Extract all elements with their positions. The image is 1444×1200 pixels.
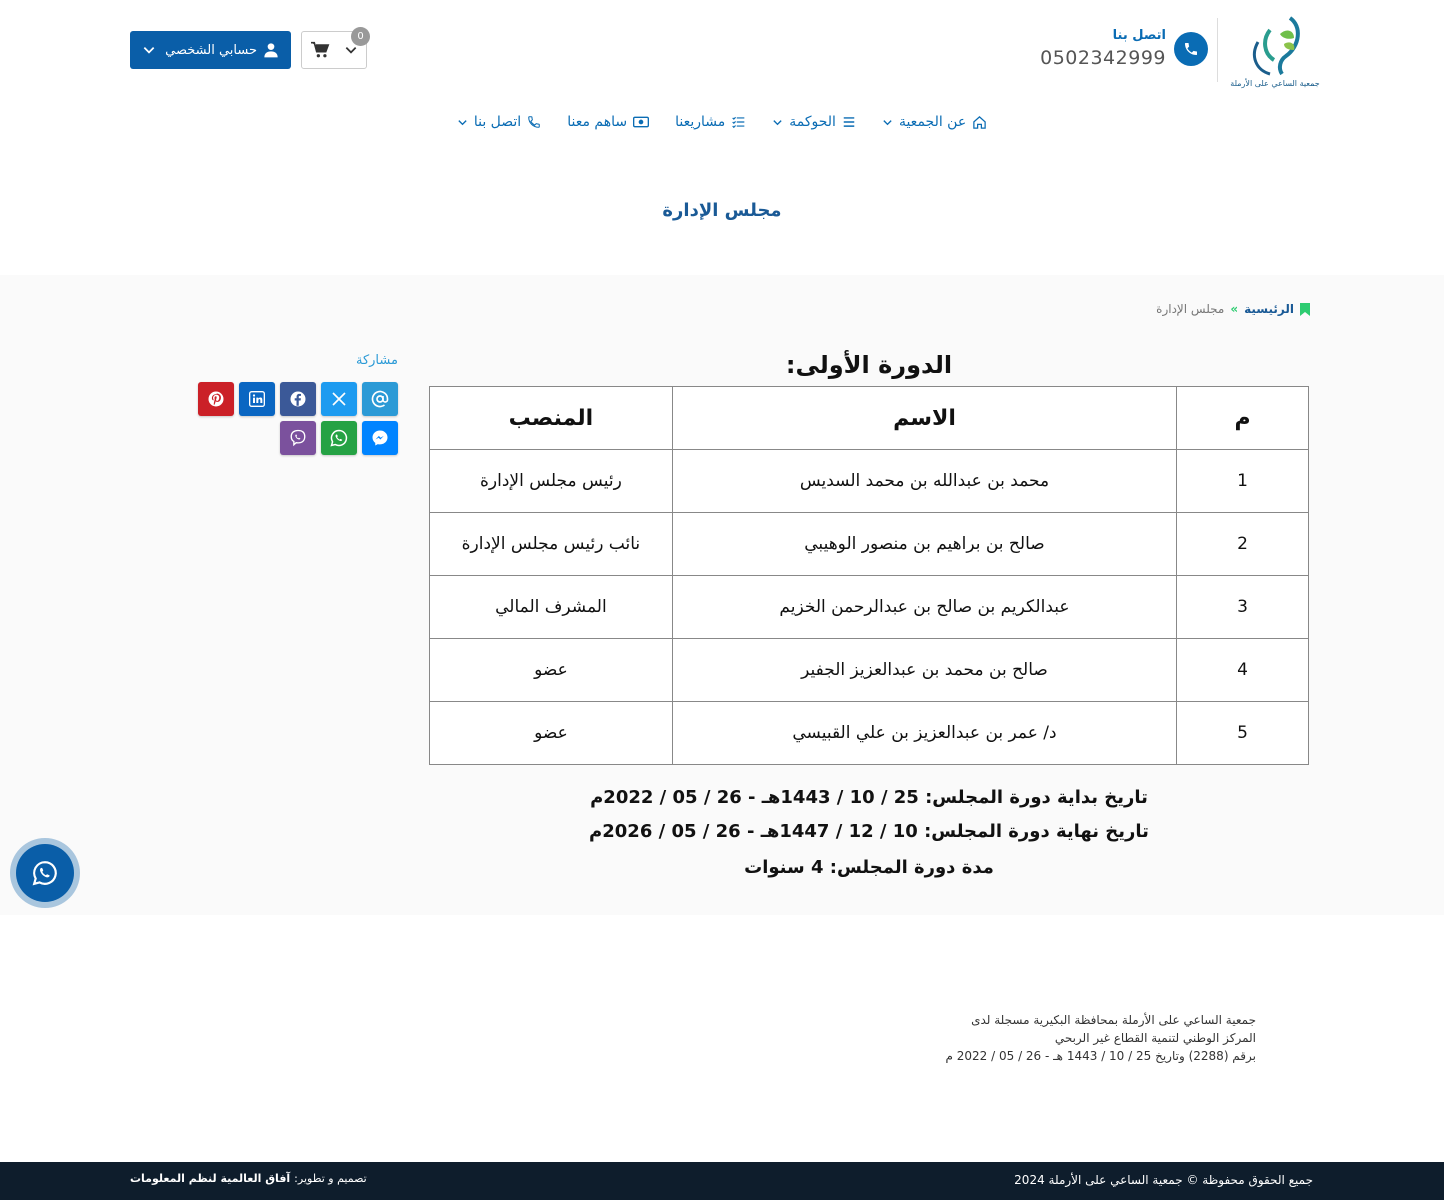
row-num: 2 [1177,513,1309,576]
contact-label: اتصل بنا [1112,28,1166,43]
nav-label: مشاريعنا [675,114,726,130]
table-row [430,702,1309,765]
header-num: م [1177,387,1309,450]
facebook-icon [289,390,307,408]
table-row [430,513,1309,576]
nav-item-projects[interactable] [675,114,746,130]
whatsapp-share-button[interactable] [321,421,357,455]
footer-credit [130,1172,367,1185]
table-row [430,576,1309,639]
row-num: 4 [1177,639,1309,702]
whatsapp-float-inner [16,844,74,902]
table-row [430,639,1309,702]
x-icon [331,391,347,407]
nav-label: الحوكمة [789,114,836,130]
whatsapp-float-button[interactable] [10,838,80,908]
footer-copyright: جميع الحقوق محفوظة © جمعية الساعي على الأرملة 2024 [1014,1173,1313,1187]
chevron-down-icon [772,117,783,128]
chevron-down-icon [882,117,893,128]
row-position: عضو [430,639,673,702]
site-logo[interactable] [1230,12,1320,90]
list-icon [842,115,856,129]
whatsapp-icon [32,860,58,886]
money-icon [633,115,649,129]
site-footer [0,1162,1444,1200]
facebook-share-button[interactable] [280,382,316,416]
share-label: مشاركة [356,353,398,368]
account-label-wrap [165,42,279,58]
row-name: د/ عمر بن عبدالعزيز بن علي القبيسي [672,702,1176,765]
user-icon [263,42,279,58]
row-name: محمد بن عبدالله بن محمد السديس [672,450,1176,513]
term-end-date: تاريخ نهاية دورة المجلس: 10 / 12 / 1447هـ - 26 / 05 / 2026م [589,821,1149,842]
registration-info [936,1011,1256,1065]
viber-icon [289,429,307,447]
phone-icon [527,115,541,129]
board-table [429,386,1309,765]
home-icon [972,115,987,130]
table-row [430,450,1309,513]
breadcrumb [1156,302,1310,316]
chevron-down-icon [142,43,156,57]
term-info [430,784,1308,888]
row-name: صالح بن محمد بن عبدالعزيز الجفير [672,639,1176,702]
bookmark-icon [1300,303,1310,316]
viber-share-button[interactable] [280,421,316,455]
term-start-date: تاريخ بداية دورة المجلس: 25 / 10 / 1443هـ - 26 / 05 / 2022م [590,787,1148,808]
whatsapp-icon [330,429,348,447]
breadcrumb-separator: » [1230,302,1239,316]
linkedin-icon [249,391,265,407]
chevron-down-icon [457,117,468,128]
registration-line: جمعية الساعي على الأرملة بمحافظة البكيرية مسجلة لدى [971,1013,1256,1027]
phone-circle-icon[interactable] [1174,32,1208,66]
cart-icon [310,41,330,59]
row-num: 3 [1177,576,1309,639]
registration-line: برقم (2288) وتاريخ 25 / 10 / 1443 هـ - 26 / 05 / 2022 م [945,1049,1256,1063]
email-share-button[interactable] [362,382,398,416]
row-name: عبدالكريم بن صالح بن عبدالرحمن الخزيم [672,576,1176,639]
nav-label: عن الجمعية [898,114,967,130]
linkedin-share-button[interactable] [239,382,275,416]
nav-item-about[interactable] [882,114,987,130]
account-button[interactable] [130,31,291,69]
x-share-button[interactable] [321,382,357,416]
messenger-icon [371,429,389,447]
footer-credit-company[interactable]: آفاق العالمية لنظم المعلومات [130,1172,291,1185]
nav-label: اتصل بنا [473,114,522,130]
breadcrumb-current: مجلس الإدارة [1156,302,1225,316]
term-duration: مدة دورة المجلس: 4 سنوات [744,857,994,878]
row-position: المشرف المالي [430,576,673,639]
header-name: الاسم [672,387,1176,450]
nav-item-contribute[interactable] [567,114,649,130]
account-label: حسابي الشخصي [165,42,257,58]
contact-phone[interactable]: 0502342999 [1040,47,1166,69]
main-nav [0,114,1444,130]
header-position: المنصب [430,387,673,450]
checklist-icon [731,115,746,129]
share-buttons [158,382,398,455]
row-num: 5 [1177,702,1309,765]
page-title: مجلس الإدارة [662,200,782,221]
table-header-row [430,387,1309,450]
breadcrumb-home[interactable]: الرئيسية [1244,302,1294,316]
logo-divider [1217,18,1218,82]
row-position: عضو [430,702,673,765]
row-position: رئيس مجلس الإدارة [430,450,673,513]
section-title: الدورة الأولى: [785,351,953,379]
logo-text: جمعية الساعي على الأرملة [1230,79,1320,88]
nav-label: ساهم معنا [567,114,628,130]
cart-count-badge: 0 [351,27,370,46]
footer-credit-prefix: تصميم و تطوير: [294,1172,367,1185]
pinterest-icon [207,390,225,408]
site-header [0,0,1444,100]
nav-item-contact[interactable] [457,114,541,130]
row-name: صالح بن براهيم بن منصور الوهيبي [672,513,1176,576]
registration-line: المركز الوطني لتنمية القطاع غير الربحي [1054,1031,1256,1045]
messenger-share-button[interactable] [362,421,398,455]
row-num: 1 [1177,450,1309,513]
pinterest-share-button[interactable] [198,382,234,416]
at-icon [371,390,389,408]
row-position: نائب رئيس مجلس الإدارة [430,513,673,576]
nav-item-governance[interactable] [772,114,856,130]
